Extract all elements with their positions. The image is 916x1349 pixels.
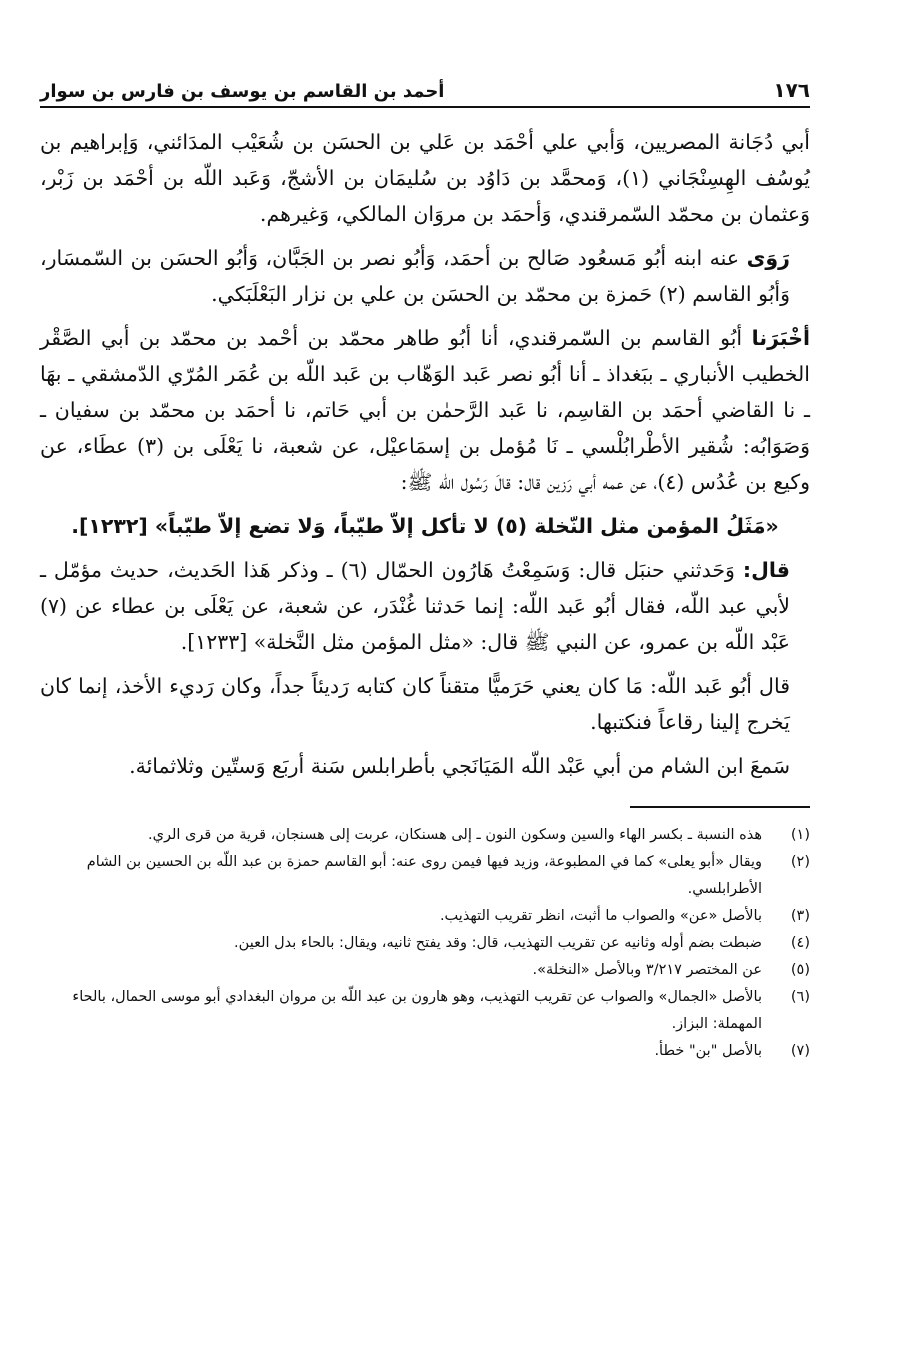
footnote <box>40 1038 810 1065</box>
footnote <box>40 930 810 957</box>
paragraph-lead-word: قال: <box>742 558 790 582</box>
paragraph <box>40 320 810 500</box>
page-number: ١٧٦ <box>773 78 810 102</box>
paragraph <box>40 508 810 544</box>
running-title: أحمد بن القاسم بن يوسف بن فارس بن سوار <box>40 81 445 102</box>
book-page <box>40 60 810 1065</box>
paragraph <box>40 124 810 232</box>
paragraph-text: سَمعَ ابن الشام من أبي عَبْد اللّه المَيَانَجي بأطرابلس سَنة أربَع وَستّين وثلاثمائة. <box>129 754 790 778</box>
paragraph-text: قال أبُو عَبد اللّه: مَا كان يعني حَرَميًّا متقناً كان كتابه رَديئاً جداً، وكان رَديء الأخذ، إنما كان يَخرج إلينا رقاعاً فنكتبها. <box>40 674 791 734</box>
footnote-divider <box>630 806 810 808</box>
running-header <box>40 60 810 108</box>
footnote-text: بالأصل "بن" خطأ. <box>654 1043 762 1059</box>
footnote <box>40 903 810 930</box>
paragraph <box>40 668 810 740</box>
paragraph-text: أبي دُجَانة المصريين، وَأبي علي أحْمَد بن عَلي بن الحسَن بن شُعَيْب المدَائني، وَإبراهيم بن يُوسُف الهِسِنْجَاني (١)، وَمحمَّد بن دَاوُد بن سُليمَان بن الأشجّ، وَعَبد اللّه بن أحْمَد بن زَبْر، وَعثمان بن محمّد السّمرقندي، وَأحمَد بن مروَان المالكي، وَغيرهم. <box>40 130 810 226</box>
hadith-text: «مَثَلُ المؤمن مثل النّخلة (٥) لا تأكل إلاّ طيّباً، وَلا تضع إلاّ طيّباً» [١٢٣٢]. <box>71 514 779 538</box>
main-text <box>40 124 810 784</box>
footnote-number: (٤) <box>790 935 810 951</box>
footnote-number: (٣) <box>790 908 810 924</box>
footnote <box>40 822 810 849</box>
paragraph-lead-word: رَوَى <box>746 246 790 270</box>
footnote-number: (٦) <box>790 989 810 1005</box>
footnote-text: ويقال «أبو يعلى» كما في المطبوعة، وزيد فيها فيمن روى عنه: أبو القاسم حمزة بن عبد اللّه بن الحسين بن الشام الأطرابلسي. <box>86 854 762 897</box>
paragraph-text: وَحَدثني حنبَل قال: وَسَمِعْتُ هَارُون الحمّال (٦) ـ وذكر هَذا الحَديث، حديث مؤمّل ـ لأبي عبد اللّه، فقال أبُو عَبد اللّه: إنما حَدثنا غُنْدَر، عن شعبة، عن يَعْلَى بن عطاء عن (٧) عَبْد اللّه بن عمرو، عن النبي ﷺ قال: «مثل المؤمن مثل النَّخلة» [١٢٣٣]. <box>40 558 790 654</box>
paragraph <box>40 748 810 784</box>
footnote-number: (١) <box>790 827 810 843</box>
footnote-text: بالأصل «عن» والصواب ما أثبت، انظر تقريب التهذيب. <box>439 908 762 924</box>
paragraph-text: أبُو القاسم بن السّمرقندي، أنا أبُو طاهر محمّد بن أحْمد بن محمّد بن أبي الصَّقْر الخطيب الأنباري ـ ببَغداذ ـ أنا أبُو نصر عَبد الوَهّاب بن عَبد اللّه بن عُمَر المُرّي الدّمشقي ـ بهَا ـ نا القاضي أحمَد بن القاسِم، نا عَبد الرَّحمٰن بن أبي حَاتم، نا أحمَد بن محمّد بن سفيان ـ وَصَوَابُه: شُقير الأطْرابُلْسي ـ نَا مُؤمل بن إسمَاعيْل، عن شعبة، نا يَعْلَى بن (٣) عطَاء، عن وكيع بن عُدُس (٤)، عن عمه أبي رَزين قال: قالَ رَسُول الله ﷺ: <box>40 326 810 494</box>
footnote-number: (٧) <box>790 1043 810 1059</box>
paragraph-lead-word: أخْبَرَنا <box>751 326 810 350</box>
footnote-number: (٥) <box>790 962 810 978</box>
footnote <box>40 957 810 984</box>
paragraph <box>40 552 810 660</box>
footnote <box>40 984 810 1038</box>
paragraph-text: عنه ابنه أبُو مَسعُود صَالح بن أحمَد، وَأبُو نصر بن الجَبَّان، وَأبُو الحسَن بن السّمسَار، وَأبُو القاسم (٢) حَمزة بن محمّد بن الحسَن بن علي بن نزار البَعْلَبَكي. <box>40 246 790 306</box>
footnote-number: (٢) <box>790 854 810 870</box>
footnote-text: عن المختصر ٣/٢١٧ وبالأصل «النخلة». <box>532 962 762 978</box>
footnote-text: ضبطت بضم أوله وثانيه عن تقريب التهذيب، قال: وقد يفتح ثانيه، ويقال: بالحاء بدل العين. <box>234 935 762 951</box>
footnotes <box>40 822 810 1065</box>
footnote-text: بالأصل «الجمال» والصواب عن تقريب التهذيب، وهو هارون بن عبد اللّه بن مروان البغدادي أبو موسى الحمال، بالحاء المهملة: البزاز. <box>72 989 762 1032</box>
footnote <box>40 849 810 903</box>
footnote-text: هذه النسبة ـ بكسر الهاء والسين وسكون النون ـ إلى هسنكان، عربت إلى هسنجان، قرية من قرى الري. <box>147 827 762 843</box>
paragraph <box>40 240 810 312</box>
